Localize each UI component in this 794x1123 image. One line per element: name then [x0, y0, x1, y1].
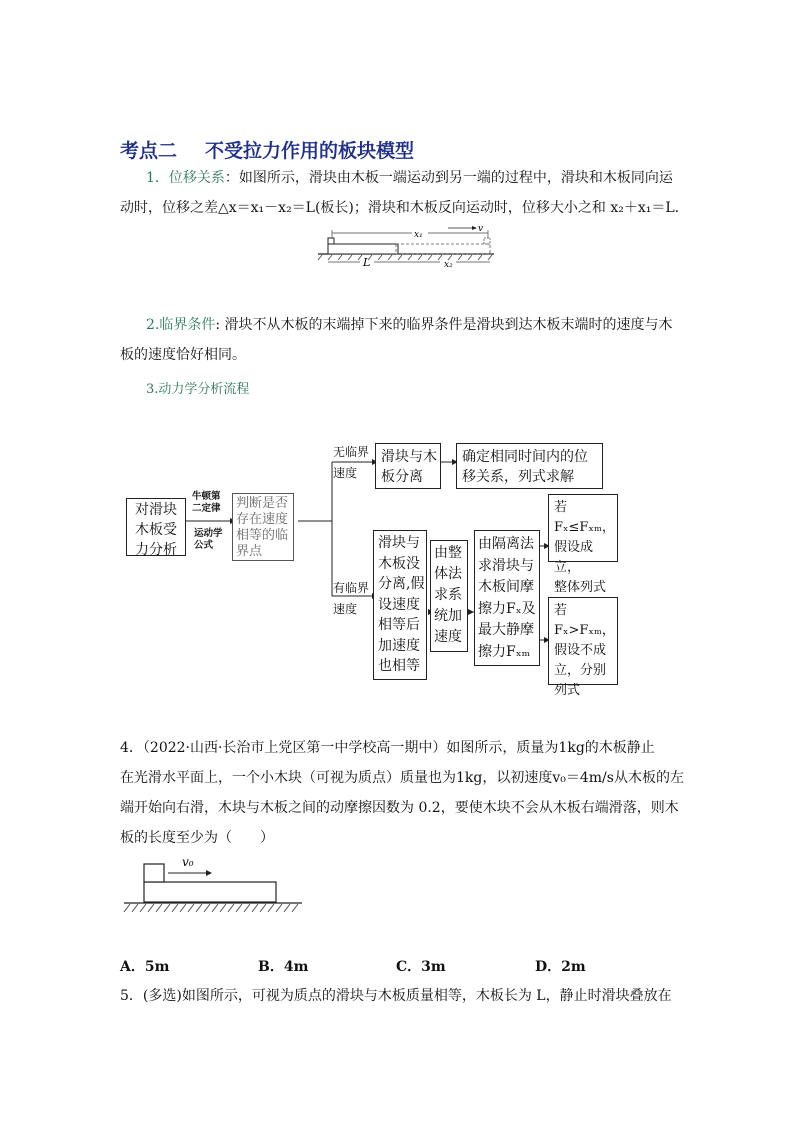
edge-newton-line1: 牛顿第 — [192, 491, 221, 502]
box-assume-line5: 相等后 — [378, 617, 420, 633]
edge-kinematics-line1: 运动学 — [194, 528, 223, 539]
box-judge-line1: 判断是否 — [236, 496, 289, 511]
L-label: L — [363, 256, 371, 269]
box-displacement-line2: 移关系，列式求解 — [462, 469, 574, 485]
displacement-text-1: ：如图所示，滑块由木板一端运动到另一端的过程中，滑块和木板同向运 — [224, 170, 673, 186]
box-cond2-line1: 若Fₓ>Fₓₘ， — [554, 603, 615, 638]
box-isolate-line2: 求滑块与 — [478, 557, 534, 574]
box-judge-line4: 界点 — [236, 544, 263, 559]
box-force-analysis-line3: 力分析 — [135, 542, 177, 558]
v-label: v — [478, 224, 484, 234]
box-condition-fails — [548, 597, 618, 698]
label-no-critical — [333, 444, 369, 481]
box-whole-line1: 由整 — [434, 545, 462, 561]
label-no-critical-line1: 无临界 — [333, 445, 370, 459]
q4-line2: 在光滑水平面上，一个小木块（可视为质点）质量也为1kg，以初速度v₀＝4m/s从木板的左 — [120, 770, 684, 786]
box-cond1-line3: 整体列式 — [554, 580, 607, 595]
edge-newton-label — [192, 491, 221, 515]
box-assume-line4: 设速度 — [378, 596, 420, 613]
q5-line1: 5．(多选)如图所示，可视为质点的滑块与木板质量相等，木板长为 L，静止时滑块叠放在 — [120, 988, 672, 1004]
box-isolate-line3: 木板间摩 — [478, 579, 534, 595]
displacement-label: 1．位移关系 — [146, 170, 225, 186]
label-has-critical-line1: 有临界 — [333, 581, 370, 595]
box-whole-line3: 求系 — [434, 587, 462, 603]
box-force-analysis-line2: 木板受 — [135, 522, 177, 538]
box-assume-line7: 也相等 — [378, 658, 420, 674]
box-displacement — [456, 443, 603, 489]
option-c: C．3m — [396, 959, 446, 975]
paragraph-displacement — [146, 163, 706, 193]
flow-label: 3.动力学分析流程 — [146, 382, 250, 397]
box-cond2-line4: 列式 — [554, 683, 581, 698]
box-isolate-method — [474, 530, 540, 666]
box-assume-line3: 分离,假 — [378, 576, 425, 592]
v0-label: v₀ — [182, 855, 194, 869]
section-number: 考点二 — [120, 140, 178, 162]
box-whole-line4: 统加 — [434, 608, 462, 624]
section-title — [120, 136, 414, 163]
block-board-diagram — [122, 852, 304, 914]
box-cond2-line2: 假设不成 — [554, 643, 607, 658]
edge-kinematics-label — [194, 528, 223, 552]
edge-newton-line2: 二定律 — [192, 503, 221, 514]
box-force-analysis-line1: 对滑块 — [135, 502, 177, 518]
box-whole-method — [430, 540, 468, 652]
box-cond1-line1: 若Fₓ≤Fₓₘ， — [554, 500, 615, 535]
displacement-text-2: 动时，位移之差△x＝x₁－x₂＝L(板长)；滑块和木板反向运动时，位移大小之和 x₂＋x₁＝L. — [120, 200, 680, 216]
critical-text-2: 板的速度恰好相同。 — [120, 347, 246, 363]
option-b: B．4m — [258, 959, 309, 975]
label-has-critical-line2: 速度 — [333, 602, 358, 616]
box-judge-line3: 相等的临 — [236, 528, 289, 543]
box-displacement-line1: 确定相同时间内的位 — [462, 449, 588, 465]
displacement-diagram — [316, 224, 496, 270]
box-assume-line2: 木板没 — [378, 555, 420, 572]
label-has-critical — [333, 580, 369, 617]
x1-label: x₁ — [414, 230, 423, 240]
critical-label: 2.临界条件 — [146, 317, 216, 333]
box-force-analysis — [126, 498, 186, 556]
box-cond2-line3: 立，分别 — [554, 663, 607, 678]
x2-label: x₂ — [444, 260, 453, 270]
box-condition-holds — [548, 494, 618, 595]
box-assume-line6: 加速度 — [378, 637, 420, 654]
critical-text-1: : 滑块不从木板的末端掉下来的临界条件是滑块到达木板末端时的速度与木 — [215, 317, 673, 333]
box-whole-line5: 速度 — [434, 629, 462, 645]
box-isolate-line1: 由隔离法 — [478, 536, 534, 552]
paragraph-critical — [146, 310, 706, 340]
section-heading: 不受拉力作用的板块模型 — [205, 140, 415, 162]
q4-line1: 4．（2022·山西·长治市上党区第一中学校高一期中）如图所示，质量为1kg的木板静止 — [120, 740, 655, 756]
box-judge-line2: 存在速度 — [236, 512, 289, 527]
box-whole-line2: 体法 — [434, 566, 462, 582]
box-separate — [375, 443, 441, 489]
box-isolate-line4: 擦力Fₓ及 — [478, 600, 536, 617]
q4-line3: 端开始向右滑，木块与木板之间的动摩擦因数为 0.2，要使木块不会从木板右端滑落，则木 — [120, 800, 679, 816]
box-cond1-line2: 假设成立， — [554, 540, 594, 575]
box-assume-line1: 滑块与 — [378, 535, 420, 551]
box-separate-line1: 滑块与木 — [381, 449, 437, 465]
box-separate-line2: 板分离 — [381, 469, 423, 485]
box-isolate-line5: 最大静摩 — [478, 622, 534, 638]
option-d: D．2m — [535, 959, 586, 975]
box-isolate-line6: 擦力Fₓₘ — [478, 643, 531, 660]
option-a: A．5m — [120, 959, 170, 975]
label-no-critical-line2: 速度 — [333, 466, 358, 480]
box-assume-equal — [373, 530, 427, 680]
edge-kinematics-line2: 公式 — [194, 540, 214, 551]
q4-line4: 板的长度至少为（ ） — [120, 830, 274, 846]
box-judge-critical — [232, 493, 294, 561]
